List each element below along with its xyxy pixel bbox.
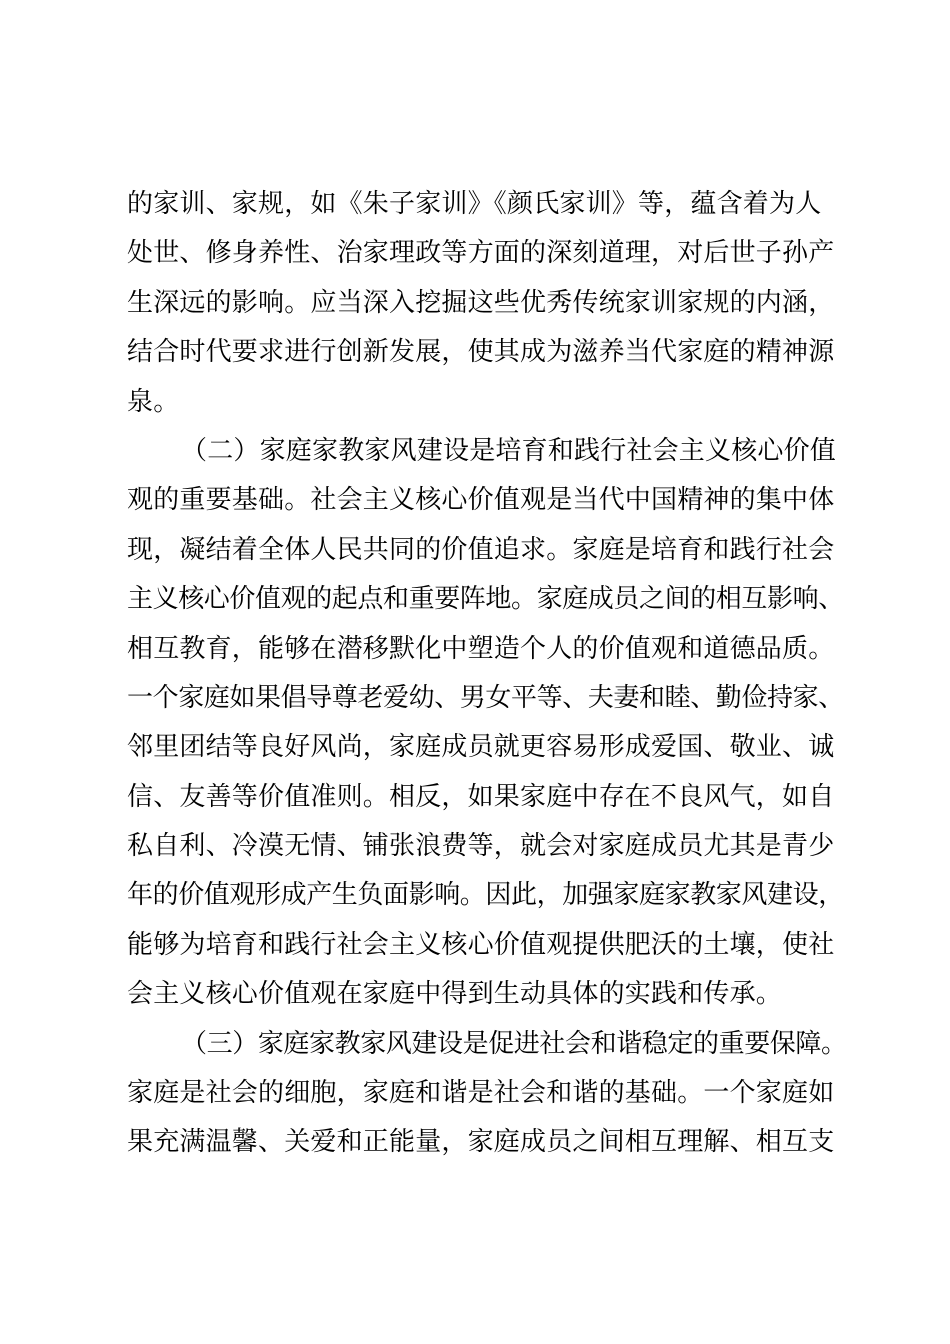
text-line: 果充满温馨、关爱和正能量，家庭成员之间相互理解、相互支 (127, 1127, 835, 1158)
text-line: 信、友善等价值准则。相反，如果家庭中存在不良风气，如自 (127, 781, 835, 812)
text-line: 泉。 (127, 386, 180, 417)
paragraph-heading-line: （二）家庭家教家风建设是培育和践行社会主义核心价值 (181, 435, 837, 466)
text-line: 能够为培育和践行社会主义核心价值观提供肥沃的土壤，使社 (127, 929, 835, 960)
text-line: 现，凝结着全体人民共同的价值追求。家庭是培育和践行社会 (127, 534, 835, 565)
text-line: 结合时代要求进行创新发展，使其成为滋养当代家庭的精神源 (127, 337, 835, 368)
text-line: 观的重要基础。社会主义核心价值观是当代中国精神的集中体 (127, 485, 835, 516)
paragraph-heading-line: （三）家庭家教家风建设是促进社会和谐稳定的重要保障。 (181, 1028, 847, 1059)
text-line: 主义核心价值观的起点和重要阵地。家庭成员之间的相互影响、 (127, 584, 844, 615)
text-line: 相互教育，能够在潜移默化中塑造个人的价值观和道德品质。 (127, 633, 835, 664)
text-line: 年的价值观形成产生负面影响。因此，加强家庭家教家风建设， (127, 880, 844, 911)
text-line: 生深远的影响。应当深入挖掘这些优秀传统家训家规的内涵， (127, 287, 835, 318)
body-text (127, 180, 847, 1168)
text-line: 处世、修身养性、治家理政等方面的深刻道理，对后世子孙产 (127, 238, 835, 269)
text-line: 家庭是社会的细胞，家庭和谐是社会和谐的基础。一个家庭如 (127, 1078, 835, 1109)
text-line: 私自利、冷漠无情、铺张浪费等，就会对家庭成员尤其是青少 (127, 831, 835, 862)
text-line: 邻里团结等良好风尚，家庭成员就更容易形成爱国、敬业、诚 (127, 732, 835, 763)
text-line: 会主义核心价值观在家庭中得到生动具体的实践和传承。 (127, 979, 783, 1010)
text-line: 一个家庭如果倡导尊老爱幼、男女平等、夫妻和睦、勤俭持家、 (127, 682, 844, 713)
text-line: 的家训、家规，如《朱子家训》《颜氏家训》等，蕴含着为人 (127, 189, 822, 219)
